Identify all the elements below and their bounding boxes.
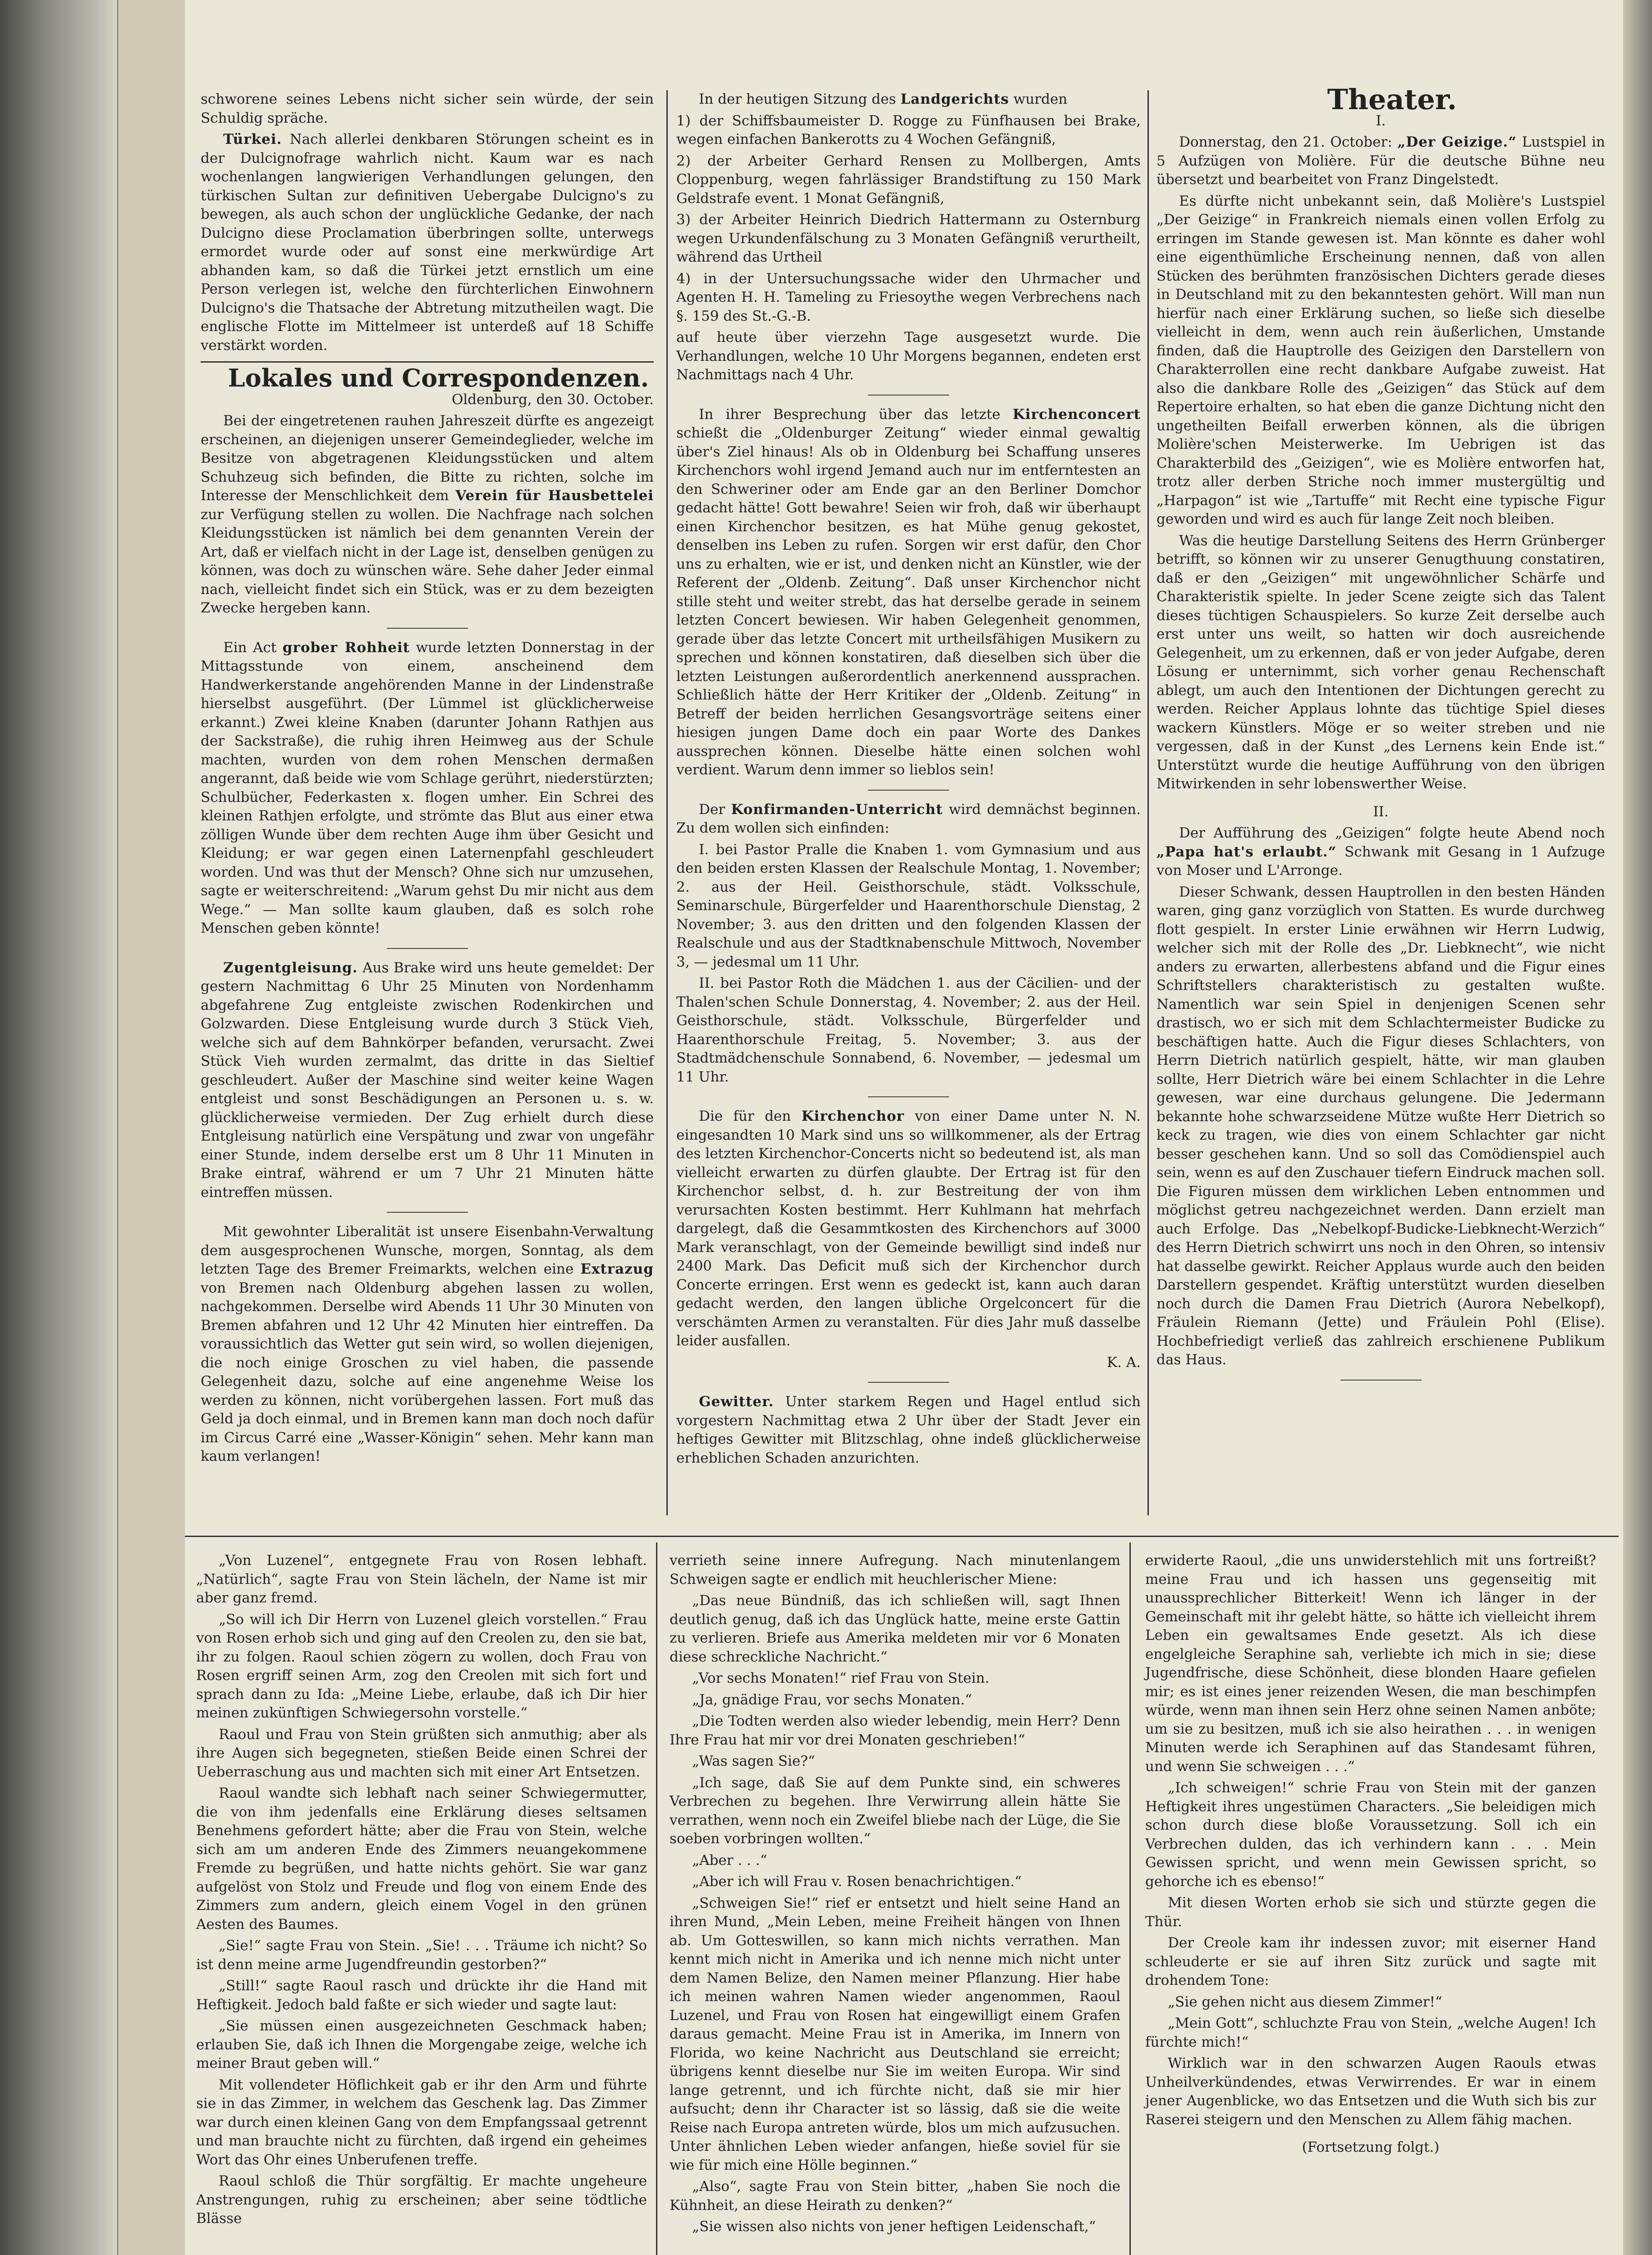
bold-term: Extrazug bbox=[580, 1261, 654, 1277]
text: schießt die „Oldenburger Zeitung“ wieder einmal gewaltig über's Ziel hinaus! Als ob in Oldenburg bei Schaffung unseres Kirchenchors wohl irgend Jemand auch nur im entferntesten an den Schweriner oder am Ende gar an den Berliner Domchor gedacht hätte! Gott bewahre! Seien wir froh, daß wir überhaupt einen Kirchenchor besitzen, es hat Mühe genug gekostet, denselben ins Leben zu rufen. Sorgen wir erst dafür, den Chor uns zu erhalten, wie er ist, und denken nicht an Künstler, wie der Referent der „Oldenb. Zeitung“. Daß unser Kirchenchor nicht stille steht und weiter strebt, das hat derselbe gerade in seinem letzten Concert bewiesen. Wir haben Gelegenheit genommen, gerade über das letzte Concert mit urtheilsfähigen Musikern zu sprechen und können konstatiren, daß dieselben sich über die letzten Leistungen außerordentlich anerkennend aussprachen. Schließlich hätte der Herr Kritiker der „Oldenb. Zeitung“ in Betreff der beiden herrlichen Gesangsvorträge seitens einer hiesigen jungen Dame doch ein paar Worte des Dankes aussprechen können. Dieselbe hätte einen solchen wohl verdient. Warum denn immer so lieblos sein! bbox=[676, 425, 1141, 778]
text: Der Aufführung des „Geizigen“ folgte heute Abend noch bbox=[1179, 825, 1605, 841]
page-edge bbox=[1623, 0, 1652, 2255]
paragraph: „Still!“ sagte Raoul rasch und drückte ihr die Hand mit Heftigkeit. Jedoch bald faßte er sich wieder und sagte laut: bbox=[196, 1978, 647, 2013]
feuilleton-column-3 bbox=[1134, 1551, 1607, 2160]
paragraph: I. bei Pastor Pralle die Knaben 1. vom Gymnasium und aus den beiden ersten Klassen der Realschule Montag, 1. November; 2. aus der Heil. Geisthorschule, städt. Volksschule, Seminarschule, Bürgerfelder und Haarenthorschule Dienstag, 2 November; 3. aus den dritten und den folgenden Klassen der Realschule und aus der Stadtknabenschule Mittwoch, November 3, — jedesmal um 11 Uhr. bbox=[676, 841, 1141, 970]
paragraph bbox=[201, 639, 654, 938]
paragraph: II. bei Pastor Roth die Mädchen 1. aus der Cäcilien- und der Thalen'schen Schule Donnerstag, 4. November; 2. aus der Heil. Geisthorschule, städt. Volksschule, Bürgerfelder und Haarenthorschule Freitag, 5. November; 3. aus der Stadtmädchenschule Sonnabend, 6. November, — jedesmal um 11 Uhr. bbox=[676, 975, 1141, 1085]
list-item: 1) der Schiffsbaumeister D. Rogge zu Fünfhausen bei Brake, wegen einfachen Bankerotts zu 4 Wochen Gefängniß, bbox=[676, 112, 1141, 147]
bold-term: grober Rohheit bbox=[282, 639, 410, 656]
text: zur Verfügung stellen zu wollen. Die Nachfrage nach solchen Kleidungsstücken ist nämlich bei dem genannten Verein der Art, daß er vielfach nicht in der Lage ist, denselben genügen zu können, was doch zu wünschen wäre. Sehe daher Jeder einmal nach, vielleicht findet sich ein Stück, was er zu dem bezeigten Zwecke hergeben kann. bbox=[201, 506, 654, 616]
divider bbox=[387, 628, 468, 629]
feuilleton-column-1 bbox=[185, 1551, 658, 2231]
paragraph: verrieth seine innere Aufregung. Nach minutenlangem Schweigen sagte er endlich mit heuchlerischer Miene: bbox=[670, 1552, 1120, 1588]
paragraph: „Ich sage, daß Sie auf dem Punkte sind, ein schweres Verbrechen zu begehen. Ihre Verwirrung allein hätte Sie verrathen, wenn noch ein Zweifel bliebe nach der Lüge, die Sie soeben vorbringen wollten.“ bbox=[670, 1774, 1120, 1847]
paragraph: „Sie müssen einen ausgezeichneten Geschmack haben; erlauben Sie, daß ich Ihnen die Morgengabe zeige, welche ich meiner Braut geben will.“ bbox=[196, 2018, 647, 2071]
paragraph: Raoul und Frau von Stein grüßten sich anmuthig; aber als ihre Augen sich begegneten, stießen Beide einen Schrei der Ueberraschung aus und machten sich mit einer Art Entsetzen. bbox=[196, 1726, 647, 1780]
text: Donnerstag, den 21. October: bbox=[1179, 134, 1392, 150]
bold-term: Gewitter. bbox=[699, 1394, 774, 1410]
text: wurde letzten Donnerstag in der Mittagsstunde von einem, anscheinend dem Handwerkerstande angehörenden Manne in der Lindenstraße hierselbst ausgeführt. (Der Lümmel ist glücklicherweise erkannt.) Zwei kleine Knaben (darunter Johann Rathjen aus der Sackstraße), die ruhig ihren Heimweg aus der Schule machten, wurden von dem rohen Menschen dermaßen angerannt, daß beide wie vom Schlage gerührt, niederstürzten; Schulbücher, Federkasten x. flogen umher. Ein Schrei des kleinen Rathjen erfolgte, und strömte das Blut aus einer etwa zölligen Wunde über dem rechten Auge ihm über Gesicht und Kleidung; er war gegen einen Laternenpfahl geschleudert worden. Und was thut der Mensch? Ohne sich nur umzusehen, sagte er weiterschreitend: „Warum gehst Du mir nicht aus dem Wege.“ — Man sollte kaum glauben, daß es solch rohe Menschen geben könnte! bbox=[201, 639, 654, 936]
paragraph: „Was sagen Sie?“ bbox=[692, 1753, 815, 1769]
divider bbox=[868, 1096, 949, 1097]
divider bbox=[868, 1382, 949, 1383]
bold-term: Zugentgleisung. bbox=[223, 959, 358, 976]
theater-title: Theater. bbox=[1327, 83, 1457, 116]
book-binding bbox=[0, 0, 117, 2255]
text: Lustspiel in 5 Aufzügen von Molière. Für die deutsche Bühne neu übersetzt und bearbeitet von Franz Dingelstedt. bbox=[1156, 134, 1605, 188]
bold-term: Landgerichts bbox=[900, 91, 1009, 107]
bold-term: „Papa hat's erlaubt.“ bbox=[1156, 843, 1337, 860]
list-item: 4) in der Untersuchungssache wider den Uhrmacher und Agenten H. H. Tameling zu Friesoythe wegen Verbrechens nach §. 159 des St.-G.-B. bbox=[676, 270, 1141, 324]
paragraph bbox=[676, 1107, 1141, 1351]
paragraph: „Aber . . .“ bbox=[692, 1852, 767, 1868]
paragraph: Mit vollendeter Höflichkeit gab er ihr den Arm und führte sie in das Zimmer, in welchem das Geschenk lag. Das Zimmer war durch einen kleinen Gang von dem Empfangssaal getrennt und man brauchte nicht zu fürchten, daß irgend ein geheimes Wort das Ohr eines Unberufenen treffe. bbox=[196, 2076, 647, 2168]
paragraph: „Sie gehen nicht aus diesem Zimmer!“ bbox=[1168, 1993, 1442, 2010]
column-1 bbox=[201, 90, 654, 1469]
paragraph: „Mein Gott“, schluchzte Frau von Stein, „welche Augen! Ich fürchte mich!“ bbox=[1145, 2015, 1596, 2050]
paragraph: Wirklich war in den schwarzen Augen Raouls etwas Unheilverkündendes, etwas Verwirrendes. Er war in einem jener Augenblicke, wo das Entsetzen und die Wuth sich bis zur Raserei steigern und den Menschen zu Allem fähig machen. bbox=[1145, 2055, 1596, 2128]
binding-strip bbox=[118, 0, 186, 2255]
signature: K. A. bbox=[1106, 1354, 1141, 1371]
divider bbox=[387, 948, 468, 949]
tuerkei-article bbox=[201, 130, 654, 355]
text: Schwank mit Gesang in 1 Aufzuge von Moser und L'Arronge. bbox=[1156, 843, 1605, 879]
paragraph bbox=[676, 1393, 1141, 1468]
roman-numeral: II. bbox=[1373, 803, 1389, 820]
paragraph: Es dürfte nicht unbekannt sein, daß Molière's Lustspiel „Der Geizige“ in Frankreich niemals einen vollen Erfolg zu erringen im Stande gewesen ist. Man könnte es daher wohl eine eigenthümliche Erscheinung nennen, daß von allen Stücken des berühmten französischen Dichters gerade dieses in Deutschland mit zu den bekanntesten gehört. Will man nun hierfür nach einer Erklärung suchen, so ließe sich dieselbe vielleicht in dem, wenn auch rein äußerlichen, Umstande finden, daß die Hauptrolle des Geizigen den Darstellern von Charakterrollen eine recht dankbare Aufgabe zuweist. Hat also die dankbare Rolle des „Geizigen“ das Stück auf dem Repertoire erhalten, so hat eben die ganze Dichtung nicht den ungetheilten Beifall erwerben können, als die übrigen Molière'schen Meisterwerke. Im Uebrigen ist das Charakterbild des „Geizigen“, wie es Molière entworfen hat, trotz aller derben Striche noch immer mustergültig und „Harpagon“ ist wie „Tartuffe“ mit Recht eine typische Figur geworden und wird es auch für lange Zeit noch bleiben. bbox=[1156, 193, 1605, 527]
text: von Bremen nach Oldenburg abgehen lassen zu wollen, nachgekommen. Derselbe wird Abends 11 Uhr 30 Minuten von Bremen abfahren und 12 Uhr 42 Minuten hier eintreffen. Da voraussichtlich das Wetter gut sein wird, so wollen diejenigen, die noch einige Groschen zu viel haben, die passende Gelegenheit dazu, solche auf eine angenehme Weise los werden zu können, nicht vorübergehen lassen. Fort muß das Geld ja doch einmal, und in Bremen kann man doch noch dafür im Circus Carré eine „Wasser-Königin“ sehen. Mehr kann man kaum verlangen! bbox=[201, 1279, 654, 1464]
bold-term: „Der Geizige.“ bbox=[1397, 134, 1517, 150]
divider bbox=[387, 1212, 468, 1213]
paragraph: Raoul wandte sich lebhaft nach seiner Schwiegermutter, die von ihm jedenfalls eine Erklärung dieses seltsamen Benehmens gefordert hätte; aber die Frau von Stein, welche sich am um anderen Ende des Zimmers neuangekommene Fremde zu begrüßen, und hatte nichts gehört. Sie war ganz aufgelöst von Stolz und Freude und flog von einem Ende des Zimmers zum andern, gleich einem Vogel in den grünen Aesten des Baumes. bbox=[196, 1785, 647, 1933]
column-rule-2 bbox=[1147, 90, 1149, 1515]
dateline: Oldenburg, den 30. October. bbox=[451, 391, 654, 408]
paragraph bbox=[676, 90, 1141, 109]
divider bbox=[868, 790, 949, 791]
paragraph: „Ja, gnädige Frau, vor sechs Monaten.“ bbox=[692, 1691, 972, 1708]
paragraph: „Aber ich will Frau v. Rosen benachrichtigen.“ bbox=[692, 1873, 1022, 1890]
paragraph: schworene seines Lebens nicht sicher sein würde, der sein Schuldig spräche. bbox=[201, 91, 654, 126]
column-rule-1 bbox=[666, 90, 668, 1515]
paragraph: auf heute über vierzehn Tage ausgesetzt wurde. Die Verhandlungen, welche 10 Uhr Morgens begannen, endeten erst Nachmittags nach 4 Uhr. bbox=[676, 329, 1141, 383]
text: In der heutigen Sitzung des bbox=[699, 91, 896, 107]
column-3 bbox=[1156, 83, 1605, 1390]
paragraph: „Von Luzenel“, entgegnete Frau von Rosen lebhaft. „Natürlich“, sagte Frau von Stein lächeln, der Name ist mir aber ganz fremd. bbox=[196, 1552, 647, 1606]
continued-note: (Fortsetzung folgt.) bbox=[1302, 2139, 1440, 2155]
paragraph: „Die Todten werden also wieder lebendig, mein Herr? Denn Ihre Frau hat mir vor drei Monaten geschrieben!“ bbox=[670, 1713, 1120, 1748]
column-2 bbox=[676, 90, 1141, 1470]
feuilleton-column-2 bbox=[658, 1551, 1132, 2239]
paragraph: „Ich schweigen!“ schrie Frau von Stein mit der ganzen Heftigkeit ihres ungestümen Characters. „Sie beleidigen mich schon durch diese bloße Voraussetzung. Soll ich ein Verbrechen dulden, das ich verhindern kann . . . Mein Gewissen spricht, und wenn mein Gewissen spricht, so gehorche ich es ebenso!“ bbox=[1145, 1780, 1596, 1890]
tuerkei-body: Nach allerlei denkbaren Störungen scheint es in der Dulcignofrage wahrlich nicht. Kaum war es nach wochenlangen langwierigen Verhandlungen gelungen, den türkischen Sultan zur definitiven Uebergabe Dulcigno's zu bewegen, als auch schon der unglückliche Gedanke, der nach Dulcigno diese Proclamation überbringen sollte, unterwegs ermordet wurde oder auf sonst eine merkwürdige Art abhanden kam, so daß die Türkei jetzt ernstlich um eine Person verlegen ist, welche den fürchterlichen Einwohnern Dulcigno's die Thatsache der Abtretung mitzutheilen wagt. Die englische Flotte im Mittelmeer ist unterdeß auf 18 Schiffe verstärkt worden. bbox=[201, 131, 654, 354]
paragraph: „So will ich Dir Herrn von Luzenel gleich vorstellen.“ Frau von Rosen erhob sich und ging auf den Creolen zu, den sie bat, ihr zu folgen. Raoul schien zögern zu wollen, doch Frau von Rosen ergriff seinen Arm, zog den Creolen mit sich fort und sprach dann zu Ida: „Meine Liebe, erlaube, daß ich Dir hier meinen zukünftigen Schwiegersohn vorstelle.“ bbox=[196, 1611, 647, 1721]
bold-term: Konfirmanden-Unterricht bbox=[731, 801, 943, 818]
paragraph: erwiderte Raoul, „die uns unwiderstehlich mit uns fortreißt? meine Frau und ich hassen uns gegenseitig mit unaussprechlicher Bitterkeit! Wenn ich länger in der Gemeinschaft mit ihr gelebt hätte, so hätte ich vielleicht ihrem Leben ein gewaltsames Ende gesetzt. Als ich diese engelgleiche Seraphine sah, verliebte ich mich in sie; diese Jugendfrische, diese Schönheit, diese blonden Haare gefielen mir; es ist eines jener reizenden Wesen, die man beschimpfen würde, wenn man ihnen sein Herz ohne seinen Namen anböte; um sie zu besitzen, muß ich sie also heirathen . . . in wenigen Minuten werde ich Seraphinen auf das Standesamt führen, und wenn Sie schweigen . . .“ bbox=[1145, 1552, 1596, 1775]
paragraph bbox=[201, 1223, 654, 1466]
text: In ihrer Besprechung über das letzte bbox=[699, 406, 1000, 423]
paragraph bbox=[201, 959, 654, 1202]
list-item: 3) der Arbeiter Heinrich Diedrich Hattermann zu Osternburg wegen Urkundenfälschung zu 3 Monaten Gefängniß verurtheilt, während das Urtheil bbox=[676, 212, 1141, 265]
paragraph: Der Creole kam ihr indessen zuvor; mit eiserner Hand schleuderte er sie auf ihren Sitz zurück und sagte mit drohendem Tone: bbox=[1145, 1935, 1596, 1988]
paragraph: Was die heutige Darstellung Seitens des Herrn Grünberger betrifft, so können wir zu unserer Genugthuung constatiren, daß er den „Geizigen“ mit ungewöhnlicher Schärfe und Charakteristik spielte. In jeder Scene zeigte sich das Talent dieses tüchtigen Schauspielers. So kurze Zeit derselbe auch erst unter uns weilt, so hatten wir doch ausreichende Gelegenheit, um zu erkennen, daß er von jeder Aufgabe, deren Lösung er unternimmt, sich vorher genau Rechenschaft ablegt, um auch den Intentionen der Dichtungen gerecht zu werden. Reicher Applaus lohnte das tüchtige Spiel dieses wackern Künstlers. Möge er so weiter streben und nie vergessen, daß in der Kunst „des Lernens kein Ende ist.“ Unterstützt wurde die heutige Aufführung von den übrigen Mitwirkenden in sehr lobenswerther Weise. bbox=[1156, 532, 1605, 792]
paragraph: „Also“, sagte Frau von Stein bitter, „haben Sie noch die Kühnheit, an diese Heirath zu denken?“ bbox=[670, 2178, 1120, 2214]
text: wurden bbox=[1013, 91, 1068, 107]
feuilleton-rule bbox=[185, 1536, 1619, 1537]
paragraph bbox=[676, 405, 1141, 780]
section-divider bbox=[201, 361, 654, 363]
text: Bei der eingetretenen rauhen Jahreszeit dürfte es angezeigt erscheinen, an diejenigen unserer Gemeindeglieder, welche im Besitze von abgetragenen Kleidungsstücken und altem Schuhzeug sich befinden, die Bitte zu richten, solche im Interesse der Menschlichkeit dem bbox=[201, 413, 654, 504]
list-item: 2) der Arbeiter Gerhard Rensen zu Mollbergen, Amts Cloppenburg, wegen fahrlässiger Brandstiftung zu 150 Mark Geldstrafe event. 1 Monat Gefängniß, bbox=[676, 152, 1141, 207]
paragraph: Raoul schloß die Thür sorgfältig. Er machte ungeheure Anstrengungen, ruhig zu erscheinen; aber seine tödtliche Blässe bbox=[196, 2173, 647, 2227]
paragraph bbox=[1156, 133, 1605, 189]
paragraph: „Sie!“ sagte Frau von Stein. „Sie! . . . Träume ich nicht? So ist denn meine arme Jugendfreundin gestorben?“ bbox=[196, 1937, 647, 1973]
paragraph bbox=[201, 412, 654, 618]
paragraph: „Vor sechs Monaten!“ rief Frau von Stein. bbox=[692, 1670, 990, 1686]
text: von einer Dame unter N. N. eingesandten 10 Mark sind uns so willkommener, als der Ertrag des letzten Kirchenchor-Concerts nicht so bedeutend ist, als man vielleicht erwarten zu dürfen glaubte. Der Ertrag ist für den Kirchenchor selbst, d. h. zur Bestreitung der von ihm verursachten Kosten bestimmt. Herr Kuhlmann hat mehrfach dargelegt, daß die Gesammtkosten des Kirchenchors auf 3000 Mark veranschlagt, von der Gemeinde bewilligt sind indeß nur 2400 Mark. Das Deficit muß sich der Kirchenchor durch Concerte erringen. Erst wenn es gedeckt ist, kann auch daran gedacht werden, den langen übliche Orgelconcert für die verschämten Armen zu veranstalten. Für dies Jahr muß dasselbe leider ausfallen. bbox=[676, 1108, 1141, 1349]
paragraph bbox=[676, 801, 1141, 838]
text: Aus Brake wird uns heute gemeldet: Der gestern Nachmittag 6 Uhr 25 Minuten von Nordenhamm abgefahrene Zug entgleiste zwischen Rodenkirchen und Golzwarden. Diese Entgleisung wurde durch 3 Stück Vieh, welche sich auf dem Bahnkörper befanden, verursacht. Zwei Stück Vieh wurden zermalmt, das dritte in das Sieltief geschleudert. Außer der Maschine sind weiter keine Wagen entgleist und sonst Beschädigungen an Personen u. s. w. glücklicherweise vermieden. Der Zug erhielt durch diese Entgleisung natürlich eine Verspätung und zwar von ungefähr einer Stunde, indem derselbe erst um 8 Uhr 11 Minuten in Brake eintraf, während er um 7 Uhr 21 Minuten hätte eintreffen müssen. bbox=[201, 959, 654, 1201]
bold-term: Kirchenchor bbox=[801, 1108, 904, 1124]
text: Der bbox=[699, 801, 725, 818]
paragraph: „Das neue Bündniß, das ich schließen will, sagt Ihnen deutlich genug, daß ich das Unglück hatte, meine erste Gattin zu verlieren. Briefe aus Amerika meldeten mir vor 6 Monaten diese schreckliche Nachricht.“ bbox=[670, 1592, 1120, 1665]
divider bbox=[1340, 1380, 1422, 1381]
divider bbox=[868, 395, 949, 396]
paragraph: Mit diesen Worten erhob sie sich und stürzte gegen die Thür. bbox=[1145, 1895, 1596, 1930]
text: Unter starkem Regen und Hagel entlud sich vorgestern Nachmittag etwa 2 Uhr über der Stadt Jever ein heftiges Gewitter mit Blitzschlag, ohne indeß glücklicherweise erheblichen Schaden anzurichten. bbox=[676, 1394, 1141, 1466]
paragraph: „Schweigen Sie!“ rief er entsetzt und hielt seine Hand an ihren Mund, „Mein Leben, meine Freiheit hängen von Ihnen ab. Um Gotteswillen, so kann mich nichts verrathen. Man kennt mich nicht in Amerika und ich nenne mich nicht unter dem Namen Belize, den Namen meiner Pflanzung. Hier habe ich meinen wahren Namen wieder angenommen, Raoul Luzenel, und Frau von Rosen hat eingewilligt einem Grafen daraus gemacht. Meine Frau ist in Amerika, im Innern von Florida, wo keine Nachricht aus Deutschland sie erreicht; übrigens kennt dieselbe nur Sie im weiten Europa. Wir sind lange getrennt, und ich fürchte nicht, daß sie mir hier aufsucht; denn ihr Character ist so lässig, daß sie die weite Reise nach Europa antreten würde, blos um mich aufzusuchen. Unter ähnlichen Leben wieder anfangen, hieße soviel für sie wie für mich eine Hölle beginnen.“ bbox=[670, 1895, 1120, 2173]
bold-term: Verein für Hausbettelei bbox=[455, 488, 654, 504]
paragraph: Dieser Schwank, dessen Hauptrollen in den besten Händen waren, ging ganz vorzüglich von Statten. Es wurde durchweg flott gespielt. In erster Linie erwähnen wir Herrn Ludwig, welcher sich mit der Rolle des „Dr. Liebknecht“, wie nicht anders zu erwarten, allerbestens abfand und die Figur eines Schriftstellers charakteristisch zu gestalten wußte. Namentlich war sein Spiel in denjenigen Scenen sehr drastisch, wo er sich mit dem Schlachtermeister Budicke zu beschäftigen hatte. Auch die Figur dieses Schlachters, von Herrn Dietrich natürlich gespielt, hätte, wir man glauben sollte, Herr Dietrich wäre bei einem Schlachter in die Lehre gewesen, war eine durchaus gelungene. Die Jedermann bekannte hohe schwarzseidene Mütze wußte Herr Dietrich so keck zu tragen, wie dies von einem Schlachter gar nicht besser geschehen kann. Und so soll das Comödienspiel auch sein, wenn es auf den Zuschauer tiefern Eindruck machen soll. Die Figuren müssen dem wirklichen Leben entnommen und möglichst getreu nachgezeichnet werden. Dann erzielt man auch Erfolge. Das „Nebelkopf-Budicke-Liebknecht-Werzich“ des Herrn Dietrich schwirrt uns noch in den Ohren, so intensiv hat dasselbe gewirkt. Reicher Applaus wurde auch den beiden Darstellern gespendet. Kräftig unterstützt wurden dieselben noch durch die Damen Frau Dietrich (Aurora Nebelkopf), Fräulein Riemann (Jette) und Fräulein Pohl (Elise). Hochbefriedigt verließ das zahlreich erschienene Publikum das Haus. bbox=[1156, 884, 1605, 1368]
roman-numeral: I. bbox=[1376, 112, 1386, 129]
paragraph: „Sie wissen also nichts von jener heftigen Leidenschaft,“ bbox=[692, 2218, 1096, 2235]
paragraph bbox=[1156, 824, 1605, 880]
section-title: Lokales und Correspondenzen. bbox=[228, 364, 649, 392]
tuerkei-heading: Türkei. bbox=[223, 131, 282, 147]
text: Mit gewohnter Liberalität ist unsere Eisenbahn-Verwaltung dem ausgesprochenen Wunsche, morgen, Sonntag, als dem letzten Tage des Bremer Freimarkts, welchen eine bbox=[201, 1224, 654, 1277]
text: Die für den bbox=[699, 1108, 791, 1124]
text: Ein Act bbox=[223, 639, 277, 656]
text: wird demnächst beginnen. Zu dem wollen sich einfinden: bbox=[676, 801, 1141, 836]
bold-term: Kirchenconcert bbox=[1012, 406, 1141, 423]
